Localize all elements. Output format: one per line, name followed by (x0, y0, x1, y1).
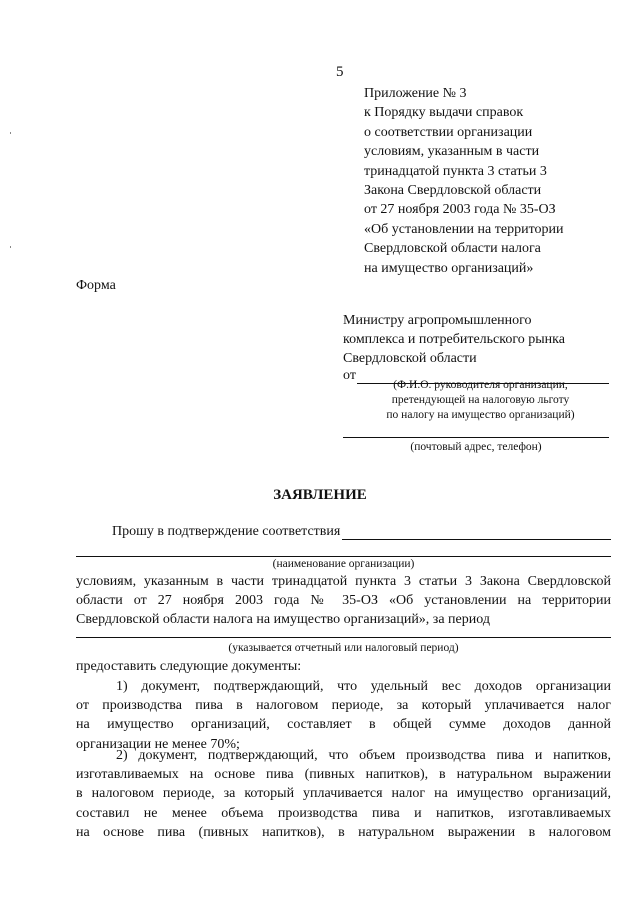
paragraph-line: от производства пива в налоговом периоде, за который уплачивается налог (76, 698, 611, 714)
appendix-line: на имущество организаций» (364, 260, 534, 276)
addressee-line: Министру агропромышленного (343, 313, 532, 328)
addressee-line: комплекса и потребительского рынка (343, 332, 565, 347)
page-number: 5 (336, 64, 344, 80)
conditions-paragraph (76, 572, 611, 630)
addressee-line: Свердловской области (343, 351, 477, 366)
appendix-line: «Об установлении на территории (364, 221, 564, 237)
scan-speck (10, 246, 11, 248)
addressee-block (343, 311, 565, 368)
organization-hint: (наименование организации) (272, 558, 415, 570)
request-line (112, 524, 611, 540)
appendix-line: Приложение № 3 (364, 86, 467, 101)
paragraph-line (76, 746, 611, 765)
appendix-line: условиям, указанным в части (364, 144, 540, 160)
document-item-2 (76, 746, 611, 842)
appendix-header (364, 84, 564, 278)
address-hint: (почтовый адрес, телефон) (410, 441, 542, 453)
appendix-line: к Порядку выдачи справок (364, 105, 524, 121)
period-hint: (указывается отчетный или налоговый период) (228, 642, 459, 654)
paragraph-line: области от 27 ноября 2003 года № 35-ОЗ «Об установлении на территории (76, 593, 611, 609)
scan-speck (10, 132, 11, 134)
paragraph-line: Свердловской области налога на имущество организаций», за период (76, 612, 490, 628)
paragraph-line: организации не менее 70%; (76, 736, 240, 752)
paragraph-line: условиям, указанным в части тринадцатой пункта 3 статьи 3 Закона Свердловской (76, 574, 611, 589)
document-item-1 (76, 677, 611, 754)
fio-hint-line: претендующей на налоговую льготу (391, 394, 570, 406)
document-title: ЗАЯВЛЕНИЕ (273, 487, 367, 503)
request-blank-line (342, 525, 611, 540)
paragraph-line: в налоговом периоде, за который уплачивается налог на имущество организаций, (76, 786, 611, 802)
paragraph-line: на имущество организаций, составляет в общей сумме доходов данной (76, 717, 611, 733)
paragraph-line: изготавливаемых на основе пива (пивных напитков), в натуральном выражении (76, 767, 611, 783)
item-text: 2) документ, подтверждающий, что объем производства пива и напитков, (116, 748, 611, 763)
appendix-line: о соответствии организации (364, 124, 533, 140)
provide-documents-text: предоставить следующие документы: (76, 659, 302, 674)
paragraph-line (76, 677, 611, 696)
appendix-line: Закона Свердловской области (364, 183, 542, 199)
appendix-line: от 27 ноября 2003 года № 35-ОЗ (364, 202, 556, 218)
fio-hint-line: (Ф.И.О. руководителя организации, (393, 379, 568, 391)
address-blank-line (343, 437, 609, 438)
appendix-line: тринадцатой пункта 3 статьи 3 (364, 163, 547, 179)
request-text: Прошу в подтверждение соответствия (112, 524, 341, 539)
form-label: Форма (76, 278, 116, 293)
paragraph-line: на основе пива (пивных напитков), в натуральном выражении в налоговом (76, 824, 611, 840)
fio-hint-line: по налогу на имущество организаций) (386, 409, 575, 421)
item-text: 1) документ, подтверждающий, что удельный вес доходов организации (116, 679, 611, 694)
period-blank-line (76, 637, 611, 638)
fio-hint (343, 378, 618, 423)
paragraph-line: составил не менее объема производства пива и напитков, изготавливаемых (76, 805, 611, 821)
appendix-line: Свердловской области налога (364, 241, 541, 257)
from-prefix: от (343, 368, 356, 383)
